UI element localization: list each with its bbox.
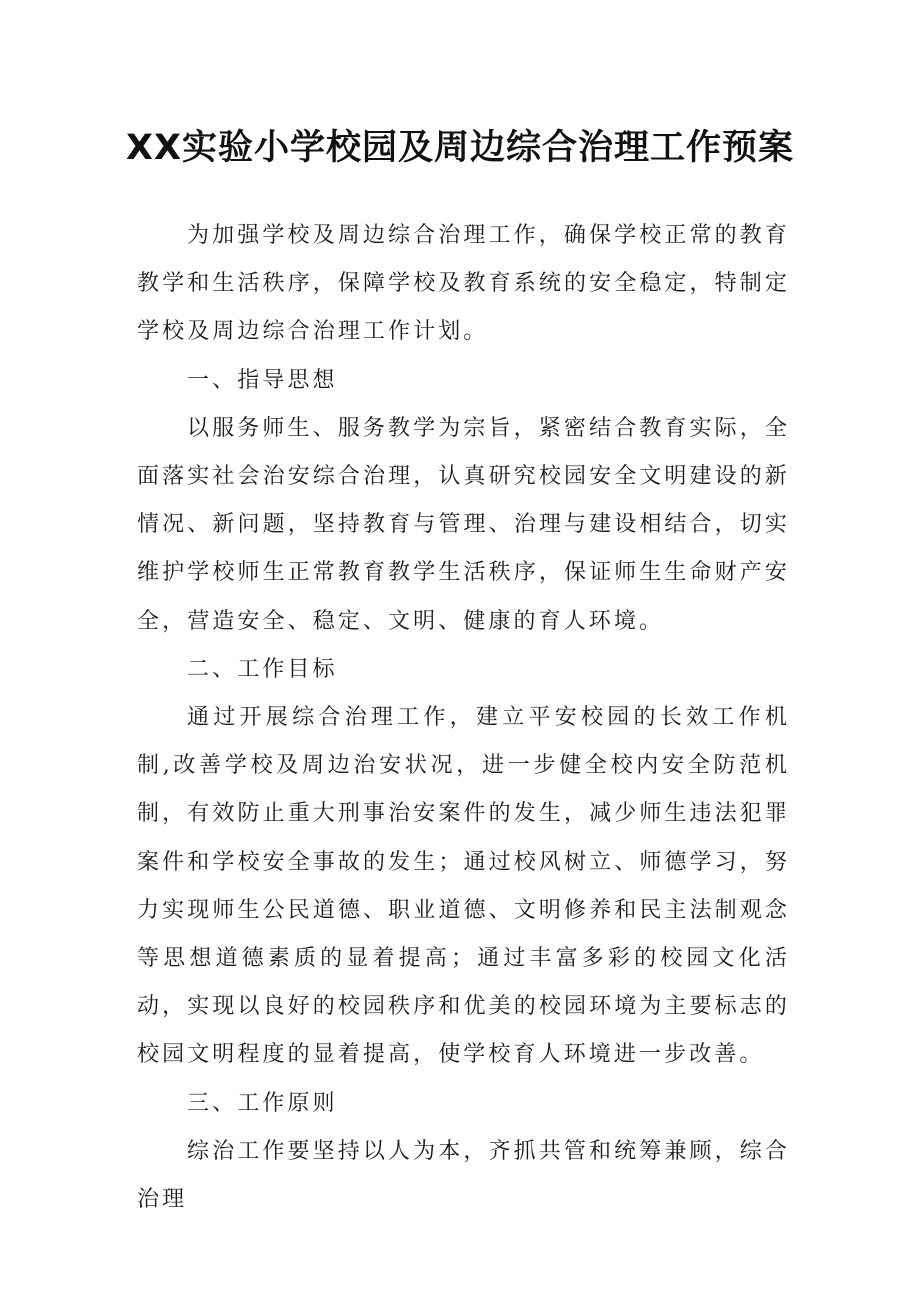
- document-body: [137, 212, 790, 1224]
- page-title: XX实验小学校园及周边综合治理工作预案: [126, 128, 794, 168]
- section-heading-work-principles: 三、工作原则: [187, 1090, 338, 1116]
- section-paragraph-work-goals: 通过开展综合治理工作，建立平安校园的长效工作机制,改善学校及周边治安状况，进一步健全校内安全防范机制，有效防止重大刑事治安案件的发生，减少师生违法犯罪案件和学校安全事故的发生；通过校风树立、师德学习，努力实现师生公民道德、职业道德、文明修养和民主法制观念等思想道德素质的显着提高；通过丰富多彩的校园文化活动，实现以良好的校园秩序和优美的校园环境为主要标志的校园文明程度的显着提高，使学校育人环境进一步改善。: [137, 705, 790, 1068]
- intro-paragraph: 为加强学校及周边综合治理工作，确保学校正常的教育教学和生活秩序，保障学校及教育系统的安全稳定，特制定学校及周边综合治理工作计划。: [137, 223, 790, 345]
- section-paragraph-work-principles: 综治工作要坚持以人为本，齐抓共管和统筹兼顾，综合治理: [137, 1138, 790, 1213]
- section-paragraph-guiding-ideology: 以服务师生、服务教学为宗旨，紧密结合教育实际，全面落实社会治安综合治理，认真研究校园安全文明建设的新情况、新问题，坚持教育与管理、治理与建设相结合，切实维护学校师生正常教育教学生活秩序，保证师生生命财产安全，营造安全、稳定、文明、健康的育人环境。: [137, 415, 790, 634]
- section-heading-guiding-ideology: 一、指导思想: [187, 367, 338, 393]
- section-heading-work-goals: 二、工作目标: [187, 656, 338, 682]
